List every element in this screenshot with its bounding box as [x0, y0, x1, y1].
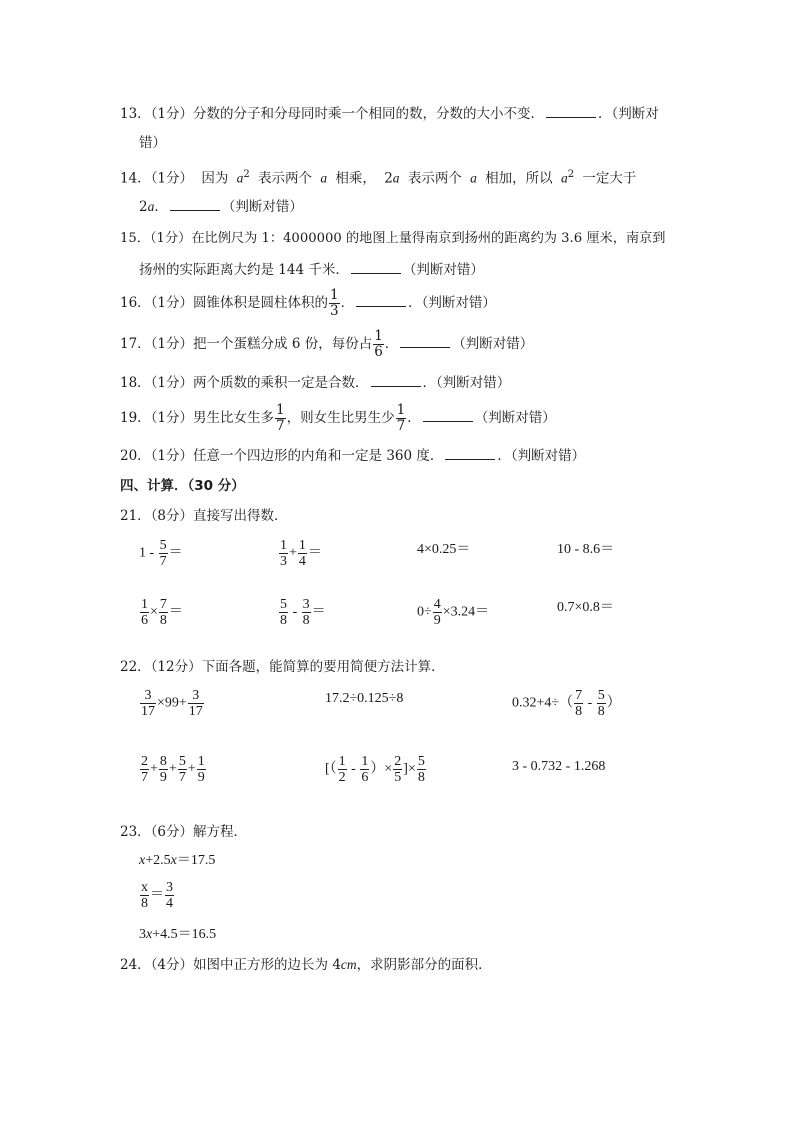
- denominator: 17: [141, 704, 155, 719]
- q22-expr-1: [139, 688, 205, 719]
- q22-expr-6: [512, 758, 605, 776]
- q16-tail: ．（判断对错）: [408, 295, 496, 311]
- question-24: [120, 956, 492, 974]
- expr-text: 0.7×0.8＝: [557, 600, 614, 615]
- fraction: [393, 754, 402, 785]
- q22-number: 22．: [120, 659, 151, 675]
- denominator: 4: [166, 896, 173, 911]
- numerator: 3: [302, 597, 310, 612]
- question-21: [120, 507, 288, 525]
- q13-score: （1分）: [150, 106, 194, 122]
- var-a: a: [560, 170, 568, 186]
- q14-text-6: 一定大于: [582, 170, 637, 187]
- q14-text-4: 表示两个: [407, 170, 462, 187]
- q16-number: 16．: [120, 295, 151, 311]
- expr-text: ＝: [311, 604, 326, 620]
- fraction: [302, 597, 311, 628]
- question-13: [120, 104, 659, 123]
- expr-text: +4.5＝16.5: [152, 927, 217, 942]
- question-15-cont: [139, 260, 484, 279]
- q20-tail: ．（判断对错）: [497, 448, 586, 464]
- expr-text: ）×: [370, 761, 393, 777]
- numerator: 3: [140, 688, 156, 704]
- q15-number: 15．: [120, 231, 150, 246]
- operator: +: [150, 761, 158, 777]
- numerator: 2: [394, 754, 402, 769]
- question-16: [120, 287, 496, 319]
- denominator: 7: [178, 770, 186, 785]
- question-23: [120, 823, 247, 841]
- q14-tail: （判断对错）: [221, 199, 303, 215]
- q17-tail: （判断对错）: [452, 336, 534, 352]
- q16-dot: ．: [340, 295, 355, 311]
- expr-text: 1 -: [139, 545, 158, 561]
- fraction: [279, 538, 288, 569]
- numerator: 7: [159, 597, 167, 612]
- q14-cont-dot: ．: [154, 199, 168, 215]
- q13-text: 分数的分子和分母同时乘一个相同的数，分数的大小不变．: [193, 106, 545, 122]
- q19-dot: ．: [407, 410, 421, 426]
- var-x: x: [146, 927, 153, 942]
- fraction: [597, 688, 606, 719]
- q20-score: （1分）: [150, 448, 194, 464]
- q14-text-1: 因为: [201, 170, 229, 187]
- numerator: 5: [417, 754, 425, 769]
- q13-tail: ．（判断对: [598, 106, 659, 122]
- q21-expr-3: [417, 541, 470, 559]
- numerator: 7: [575, 688, 583, 703]
- expr-text: 4×0.25＝: [417, 542, 471, 557]
- exponent: 2: [567, 169, 575, 180]
- expr-text: 0÷: [417, 604, 432, 620]
- denominator: 17: [188, 704, 203, 719]
- q17-text: 把一个蛋糕分成 6 份，每份占: [193, 336, 373, 352]
- q23-score: （6分）: [150, 824, 194, 840]
- denominator: 7: [159, 554, 167, 569]
- q24-number: 24．: [120, 957, 151, 973]
- q16-text: 圆锥体积是圆柱体积的: [193, 295, 329, 311]
- denominator: 7: [396, 418, 406, 434]
- answer-blank[interactable]: [400, 334, 450, 348]
- q14-text-5: 相加，所以: [485, 170, 553, 187]
- question-19: [120, 402, 556, 434]
- denominator: 8: [575, 704, 583, 719]
- numerator: 1: [396, 402, 406, 418]
- q14-text-3: 相乘，: [335, 170, 376, 187]
- denominator: 3: [280, 554, 287, 569]
- fraction: [178, 754, 187, 785]
- q19-text-2: ，则女生比男生少: [286, 410, 395, 426]
- denominator: 8: [597, 704, 605, 719]
- expr-text: ＝: [307, 545, 322, 561]
- q13-number: 13．: [120, 106, 151, 122]
- q22-expr-3: [512, 688, 621, 719]
- q17-dot: ．: [384, 336, 399, 352]
- expr-text: 3 - 0.732 - 1.268: [512, 759, 606, 774]
- operator: -: [347, 761, 360, 777]
- numerator: 1: [280, 538, 287, 553]
- q21-expr-2: [278, 538, 322, 569]
- numerator: x: [141, 880, 148, 895]
- q20-text: 任意一个四边形的内角和一定是 360 度．: [193, 448, 444, 464]
- expr-text: ×99+: [157, 695, 187, 711]
- q21-expr-7: [417, 597, 489, 628]
- fraction: [159, 538, 168, 569]
- q13-cont: 错）: [139, 135, 166, 151]
- q23-equation-3: [139, 926, 216, 944]
- expr-text: 17.2÷0.125÷8: [325, 691, 404, 706]
- numerator: 4: [433, 597, 441, 612]
- operator: +: [187, 761, 196, 777]
- question-14-cont: [139, 197, 303, 216]
- q14-cont-coef: 2: [139, 199, 148, 215]
- numerator: 5: [159, 538, 167, 553]
- denominator: 7: [141, 770, 148, 785]
- q23-text: 解方程．: [193, 824, 248, 840]
- q17-number: 17．: [120, 336, 151, 352]
- denominator: 7: [276, 418, 285, 434]
- expr-text: 10 - 8.6＝: [557, 542, 615, 557]
- operator: -: [289, 604, 301, 620]
- q22-expr-4: [139, 754, 207, 785]
- question-14: [120, 166, 636, 188]
- q15-tail: （判断对错）: [402, 262, 484, 278]
- denominator: 9: [433, 613, 441, 628]
- question-15: [120, 230, 665, 248]
- expr-text: ＝17.5: [176, 853, 216, 868]
- q14-score: （1分）: [150, 170, 194, 187]
- denominator: 8: [302, 613, 310, 628]
- numerator: 5: [280, 597, 287, 612]
- expr-text: ]×: [403, 761, 416, 777]
- exponent: 2: [243, 169, 250, 180]
- q21-text: 直接写出得数．: [193, 508, 288, 524]
- var-x: x: [139, 853, 146, 868]
- expr-text: [（: [325, 761, 337, 777]
- denominator: 6: [361, 770, 369, 785]
- numerator: 1: [374, 328, 383, 344]
- fraction: [396, 403, 407, 434]
- q23-number: 23．: [120, 824, 151, 840]
- question-20: [120, 446, 585, 465]
- q19-number: 19．: [120, 410, 151, 426]
- fraction: [574, 688, 583, 719]
- q18-number: 18．: [120, 375, 151, 391]
- denominator: 2: [338, 770, 346, 785]
- q21-number: 21．: [120, 508, 151, 524]
- numerator: 1: [361, 754, 369, 769]
- answer-blank[interactable]: [371, 373, 421, 387]
- numerator: 1: [338, 754, 346, 769]
- var-a: a: [147, 199, 155, 214]
- var-x: x: [170, 853, 177, 868]
- answer-blank[interactable]: [170, 197, 220, 211]
- q18-tail: ．（判断对错）: [422, 375, 511, 391]
- q23-equation-1: [139, 852, 215, 870]
- numerator: 1: [141, 597, 148, 612]
- expr-text: ＝: [168, 545, 183, 561]
- var-a: a: [236, 170, 244, 186]
- fraction: [298, 538, 307, 569]
- q24-score: （4分）: [150, 957, 194, 973]
- q19-text-1: 男生比女生多: [193, 410, 275, 426]
- fraction: [140, 754, 149, 785]
- q21-expr-5: [139, 597, 183, 628]
- q21-expr-1: [139, 538, 183, 569]
- expr-text: 0.32+4÷（: [512, 695, 574, 711]
- expr-text: +2.5: [145, 853, 171, 868]
- fraction: [329, 288, 340, 319]
- fraction: [197, 754, 206, 785]
- q19-tail: （判断对错）: [474, 410, 556, 426]
- fraction: [338, 754, 347, 785]
- denominator: 6: [141, 613, 148, 628]
- denominator: 8: [280, 613, 287, 628]
- question-17: [120, 328, 533, 360]
- q20-number: 20．: [120, 448, 151, 464]
- q21-expr-6: [278, 597, 326, 628]
- denominator: 8: [141, 896, 148, 911]
- fraction: [140, 880, 149, 911]
- expr-text: ×3.24＝: [442, 604, 490, 620]
- q15-text: 在比例尺为 1：4000000 的地图上量得南京到扬州的距离约为 3.6 厘米，南京到: [191, 231, 666, 246]
- operator: ＝: [150, 887, 164, 903]
- q22-text: 下面各题，能简算的要用简便方法计算．: [201, 659, 445, 675]
- q22-score: （12分）: [150, 659, 202, 675]
- fraction: [159, 597, 168, 628]
- fraction: [140, 688, 156, 719]
- section-title: 四、计算．（30 分）: [120, 478, 245, 494]
- denominator: 8: [417, 770, 425, 785]
- fraction: [433, 597, 442, 628]
- numerator: 1: [330, 287, 339, 303]
- q22-expr-2: [325, 690, 403, 708]
- numerator: 3: [188, 688, 204, 704]
- q14-coef: 2: [384, 170, 393, 187]
- answer-blank[interactable]: [356, 293, 406, 307]
- numerator: 1: [197, 754, 205, 769]
- var-a: a: [320, 170, 328, 186]
- q15-score: （1分）: [149, 231, 192, 246]
- numerator: 5: [178, 754, 186, 769]
- numerator: 3: [166, 880, 173, 895]
- answer-blank[interactable]: [445, 446, 495, 460]
- q16-score: （1分）: [150, 295, 194, 311]
- fraction: [159, 754, 168, 785]
- var-a: a: [392, 170, 400, 186]
- question-22: [120, 658, 445, 676]
- q21-score: （8分）: [150, 508, 194, 524]
- expr-text: 3: [139, 927, 146, 942]
- answer-blank[interactable]: [351, 260, 401, 274]
- answer-blank[interactable]: [423, 408, 473, 422]
- fraction: [279, 597, 288, 628]
- q24-text-2: ，求阴影部分的面积．: [356, 957, 492, 973]
- q14-text-2: 表示两个: [258, 170, 313, 187]
- q23-equation-2: [139, 880, 175, 911]
- denominator: 9: [159, 770, 167, 785]
- q24-unit: cm: [340, 957, 357, 972]
- q17-score: （1分）: [150, 336, 194, 352]
- expr-text: ）: [606, 695, 621, 711]
- numerator: 1: [298, 538, 306, 553]
- operator: -: [584, 695, 596, 711]
- q19-score: （1分）: [150, 410, 194, 426]
- q15-cont: 扬州的实际距离大约是 144 千米．: [139, 262, 349, 278]
- expr-text: ＝: [168, 604, 183, 620]
- q18-score: （1分）: [150, 375, 194, 391]
- denominator: 8: [159, 613, 167, 628]
- fraction: [373, 329, 384, 360]
- denominator: 5: [394, 770, 402, 785]
- q24-text-1: 如图中正方形的边长为 4: [193, 957, 341, 973]
- fraction: [417, 754, 426, 785]
- section-heading: [120, 477, 245, 495]
- question-13-cont: [139, 134, 166, 152]
- numerator: 2: [141, 754, 148, 769]
- numerator: 5: [597, 688, 605, 703]
- question-18: [120, 373, 510, 392]
- denominator: 6: [374, 344, 383, 360]
- q14-number: 14．: [120, 170, 151, 187]
- q22-expr-5: [325, 754, 427, 785]
- operator: ×: [150, 604, 158, 620]
- denominator: 9: [197, 770, 205, 785]
- q18-text: 两个质数的乘积一定是合数．: [193, 375, 369, 391]
- var-a: a: [470, 170, 477, 186]
- fraction: [140, 597, 149, 628]
- numerator: 8: [159, 754, 167, 769]
- fraction: [275, 403, 286, 434]
- operator: +: [168, 761, 177, 777]
- numerator: 1: [276, 402, 285, 418]
- denominator: 4: [298, 554, 306, 569]
- fraction: [188, 688, 204, 719]
- answer-blank[interactable]: [546, 104, 596, 118]
- fraction: [165, 880, 174, 911]
- denominator: 3: [330, 303, 339, 319]
- fraction: [360, 754, 369, 785]
- operator: +: [289, 545, 297, 561]
- q21-expr-4: [557, 541, 614, 559]
- q21-expr-8: [557, 599, 614, 617]
